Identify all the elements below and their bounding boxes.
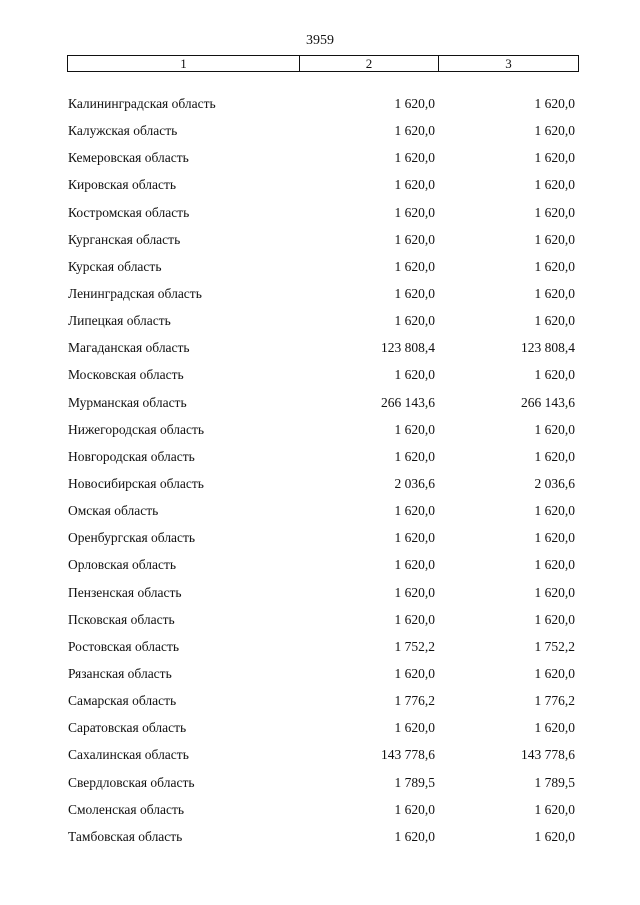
region-name: Нижегородская область: [68, 421, 205, 437]
value-col-3: 1 620,0: [534, 503, 575, 519]
value-col-3: 1 620,0: [534, 258, 575, 274]
table-row: [0, 95, 640, 122]
value-col-3: 2 036,6: [534, 475, 575, 491]
table-row: [0, 176, 640, 203]
region-name: Свердловская область: [68, 774, 195, 790]
region-name: Тамбовская область: [68, 828, 183, 844]
value-col-3: 143 778,6: [521, 747, 575, 763]
table-row: [0, 339, 640, 366]
value-col-2: 1 620,0: [394, 611, 435, 627]
table-row: [0, 529, 640, 556]
region-name: Новосибирская область: [68, 475, 204, 491]
region-name: Омская область: [68, 503, 159, 519]
table-row: [0, 312, 640, 339]
region-name: Кемеровская область: [68, 150, 189, 166]
table-row: [0, 231, 640, 258]
value-col-3: 1 620,0: [534, 421, 575, 437]
header-col-2: 2: [300, 56, 439, 71]
value-col-2: 1 620,0: [394, 285, 435, 301]
table-row: [0, 611, 640, 638]
value-col-2: 1 620,0: [394, 177, 435, 193]
table-row: [0, 285, 640, 312]
value-col-2: 266 143,6: [381, 394, 435, 410]
value-col-3: 1 620,0: [534, 96, 575, 111]
value-col-2: 1 776,2: [394, 693, 435, 709]
table-row: [0, 204, 640, 231]
table-row: [0, 719, 640, 746]
header-col-3: 3: [505, 56, 512, 71]
table-row: [0, 394, 640, 421]
region-name: Курганская область: [68, 231, 181, 247]
region-name: Рязанская область: [68, 665, 172, 681]
region-name: Самарская область: [68, 693, 177, 709]
value-col-3: 1 620,0: [534, 665, 575, 681]
table-row: [0, 448, 640, 475]
value-col-2: 1 620,0: [394, 448, 435, 464]
table-body: [0, 95, 640, 855]
value-col-2: 1 620,0: [394, 313, 435, 329]
value-col-2: 1 620,0: [394, 584, 435, 600]
region-name: Липецкая область: [68, 313, 171, 329]
region-name: Московская область: [68, 367, 184, 383]
value-col-3: 1 620,0: [534, 177, 575, 193]
value-col-2: 1 620,0: [394, 150, 435, 166]
table-row: [0, 638, 640, 665]
region-name: Магаданская область: [68, 340, 190, 356]
region-name: Костромская область: [68, 204, 190, 220]
region-name: Псковская область: [68, 611, 175, 627]
table-row: [0, 774, 640, 801]
value-col-2: 2 036,6: [394, 475, 435, 491]
region-name: Орловская область: [68, 557, 177, 573]
table-row: [0, 475, 640, 502]
value-col-3: 123 808,4: [521, 340, 575, 356]
value-col-3: 1 620,0: [534, 584, 575, 600]
table-row: [0, 801, 640, 828]
region-name: Калининградская область: [68, 96, 216, 111]
table-row: [0, 421, 640, 448]
region-name: Оренбургская область: [68, 530, 196, 546]
value-col-3: 1 752,2: [534, 638, 575, 654]
value-col-3: 1 620,0: [534, 204, 575, 220]
value-col-3: 1 620,0: [534, 285, 575, 301]
page-number: 3959: [306, 33, 334, 48]
table-row: [0, 584, 640, 611]
region-name: Саратовская область: [68, 720, 187, 736]
table-row: [0, 149, 640, 176]
value-col-2: 1 620,0: [394, 367, 435, 383]
region-name: Курская область: [68, 258, 162, 274]
value-col-2: 123 808,4: [381, 340, 435, 356]
value-col-2: 143 778,6: [381, 747, 435, 763]
table-row: [0, 366, 640, 393]
value-col-2: 1 620,0: [394, 665, 435, 681]
table-row: [0, 122, 640, 149]
value-col-3: 1 620,0: [534, 720, 575, 736]
table-row: [0, 665, 640, 692]
value-col-2: 1 620,0: [394, 503, 435, 519]
table-row: [0, 828, 640, 855]
value-col-2: 1 620,0: [394, 204, 435, 220]
value-col-3: 1 620,0: [534, 367, 575, 383]
region-name: Кировская область: [68, 177, 177, 193]
table-row: [0, 746, 640, 773]
value-col-2: 1 620,0: [394, 123, 435, 139]
value-col-2: 1 620,0: [394, 96, 435, 111]
header-col-1: 1: [68, 56, 300, 71]
value-col-2: 1 789,5: [394, 774, 435, 790]
table-header: [67, 55, 579, 72]
value-col-2: 1 752,2: [394, 638, 435, 654]
value-col-3: 1 620,0: [534, 530, 575, 546]
value-col-3: 1 620,0: [534, 231, 575, 247]
value-col-3: 1 620,0: [534, 557, 575, 573]
value-col-2: 1 620,0: [394, 258, 435, 274]
value-col-2: 1 620,0: [394, 530, 435, 546]
value-col-3: 1 620,0: [534, 448, 575, 464]
table-row: [0, 556, 640, 583]
table-row: [0, 502, 640, 529]
value-col-3: 1 620,0: [534, 611, 575, 627]
value-col-3: 266 143,6: [521, 394, 575, 410]
value-col-3: 1 776,2: [534, 693, 575, 709]
region-name: Ростовская область: [68, 638, 179, 654]
value-col-2: 1 620,0: [394, 421, 435, 437]
region-name: Мурманская область: [68, 394, 187, 410]
value-col-2: 1 620,0: [394, 720, 435, 736]
region-name: Ленинградская область: [68, 285, 202, 301]
region-name: Сахалинская область: [68, 747, 189, 763]
value-col-2: 1 620,0: [394, 557, 435, 573]
value-col-2: 1 620,0: [394, 828, 435, 844]
value-col-2: 1 620,0: [394, 231, 435, 247]
value-col-3: 1 620,0: [534, 801, 575, 817]
value-col-3: 1 620,0: [534, 150, 575, 166]
region-name: Пензенская область: [68, 584, 182, 600]
value-col-2: 1 620,0: [394, 801, 435, 817]
region-name: Смоленская область: [68, 801, 185, 817]
table-row: [0, 692, 640, 719]
value-col-3: 1 620,0: [534, 123, 575, 139]
value-col-3: 1 789,5: [534, 774, 575, 790]
region-name: Новгородская область: [68, 448, 195, 464]
value-col-3: 1 620,0: [534, 313, 575, 329]
table-row: [0, 258, 640, 285]
region-name: Калужская область: [68, 123, 178, 139]
value-col-3: 1 620,0: [534, 828, 575, 844]
